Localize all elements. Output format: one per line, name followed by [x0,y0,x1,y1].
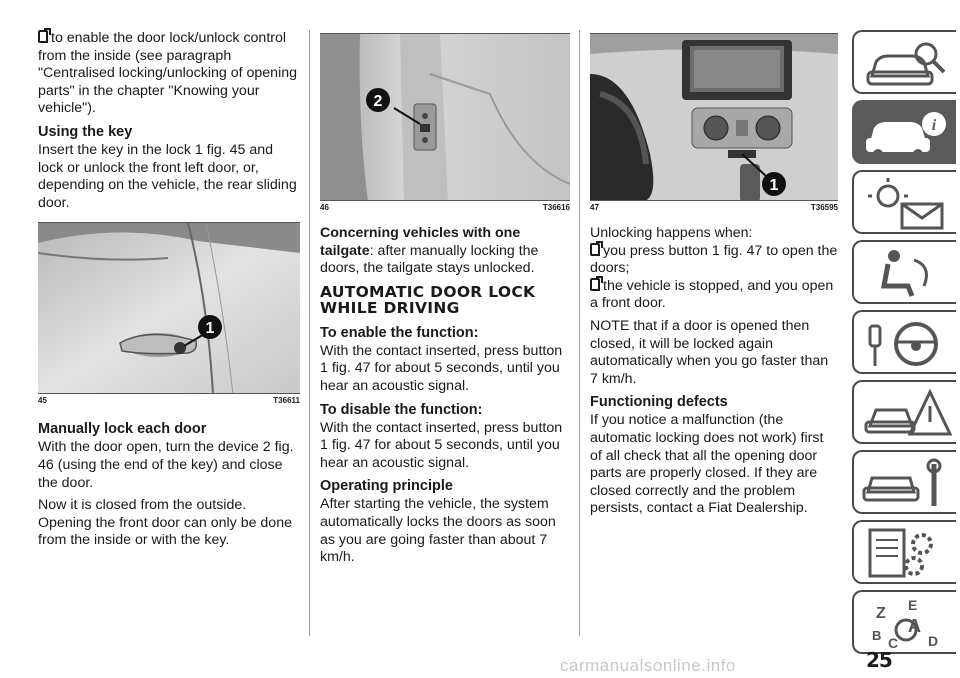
key-steering-wheel-icon [854,312,956,374]
fig45-callout: 1 [205,320,215,338]
fig46-callout: 2 [373,93,383,110]
unlock-bullet-2: the vehicle is stopped, and you open a front door. [590,277,834,312]
enable-heading: To enable the function: [320,324,479,341]
manual-lock-heading: Manually lock each door [38,421,207,438]
auto-lock-heading: AUTOMATIC DOOR LOCK WHILE DRIVING [320,282,536,317]
tab-knowing-vehicle[interactable] [852,30,956,94]
defects-heading: Functioning defects [590,394,728,411]
fig46-number: 46 [320,203,329,212]
svg-text:A: A [908,616,921,636]
svg-text:Z: Z [876,605,886,622]
fig47-code: T36595 [810,203,838,212]
car-wrench-icon [854,452,956,514]
column-3 [590,33,838,523]
using-key-text: Insert the key in the lock 1 fig. 45 and lock or unlock the front left door, or, depending on the vehicle, the rear sliding door. [38,141,297,211]
fig45-number: 45 [38,396,47,406]
fig47-callout: 1 [769,177,779,194]
column-2 [320,33,570,572]
disable-heading: To disable the function: [320,401,483,418]
using-key-heading: Using the key [38,123,133,140]
column-1 [38,30,300,555]
tailgate-bold: Concerning vehicles with one tailgate [320,225,521,259]
car-crash-warning-icon [854,382,956,444]
watermark: carmanualsonline.info [560,656,736,675]
column-divider-1 [309,30,310,636]
tab-emergency[interactable] [852,380,956,444]
bullet-marker-icon [590,278,600,291]
svg-text:D: D [928,633,939,649]
figure-45 [38,222,300,408]
bullet-marker-icon [590,243,600,256]
svg-text:i: i [931,117,937,134]
svg-text:B: B [872,628,882,643]
tailgate-rest: : after manually locking the doors, the tailgate stays unlocked. [320,242,539,277]
tab-technical-specs[interactable] [852,520,956,584]
fig45-caption [38,394,300,408]
door-latch-image [320,34,570,201]
tailgate-paragraph [320,225,570,278]
svg-text:C: C [888,635,899,651]
enable-text: With the contact inserted, press button 1 fig. 47 for about 5 seconds, until you hear an acoustic signal. [320,342,563,394]
disable-text: With the contact inserted, press button 1 fig. 47 for about 5 seconds, until you hear an acoustic signal. [320,419,563,471]
manual-lock-text-1: With the door open, turn the device 2 fig. 46 (using the end of the key) and close the door. [38,439,294,491]
fig45-code: T36611 [273,396,300,406]
page-number: 25 [866,648,892,672]
car-info-icon [854,102,956,164]
door-handle-image [38,223,300,394]
tab-starting-driving[interactable] [852,310,956,374]
figure-47 [590,33,838,215]
warning-lights-message-icon [854,172,956,234]
principle-text: After starting the vehicle, the system automatically locks the doors as soon as you are going faster than about 7 km/h. [320,496,556,566]
tab-index[interactable] [852,590,956,654]
alphabet-index-icon [854,592,956,654]
specs-gears-icon [854,522,956,584]
fig47-number: 47 [590,203,599,212]
defects-text: If you notice a malfunction (the automatic locking does not work) first of all check that all the opening door parts are properly closed. If they are closed correctly and the problem persists, contact a Fiat Dealership. [590,412,824,517]
column-divider-2 [579,30,580,636]
manual-lock-text-2: Now it is closed from the outside. Opening the front door can only be done from the inside or with the key. [38,497,292,549]
principle-heading: Operating principle [320,478,453,495]
car-magnifier-icon [854,32,956,94]
unlock-bullet-1: you press button 1 fig. 47 to open the doors; [590,242,838,277]
fig46-caption [320,201,570,215]
tab-maintenance[interactable] [852,450,956,514]
note-paragraph: NOTE that if a door is opened then closed, it will be locked again automatically when you go faster than 7 km/h. [590,317,829,387]
bullet-marker-icon [38,30,48,43]
svg-text:E: E [908,597,918,613]
tab-warning-lights[interactable] [852,170,956,234]
figure-46 [320,33,570,215]
unlock-intro: Unlocking happens when: [590,225,753,241]
fig47-caption [590,201,838,215]
tab-car-info[interactable] [852,100,956,164]
tab-safety[interactable] [852,240,956,304]
seat-airbag-icon [854,242,956,304]
dashboard-image [590,34,838,201]
intro-paragraph: to enable the door lock/unlock control from the inside (see paragraph "Centralised locking/unlocking of opening parts" in the chapter "Knowing your vehicle"). [38,30,297,117]
fig46-code: T36616 [542,203,570,212]
